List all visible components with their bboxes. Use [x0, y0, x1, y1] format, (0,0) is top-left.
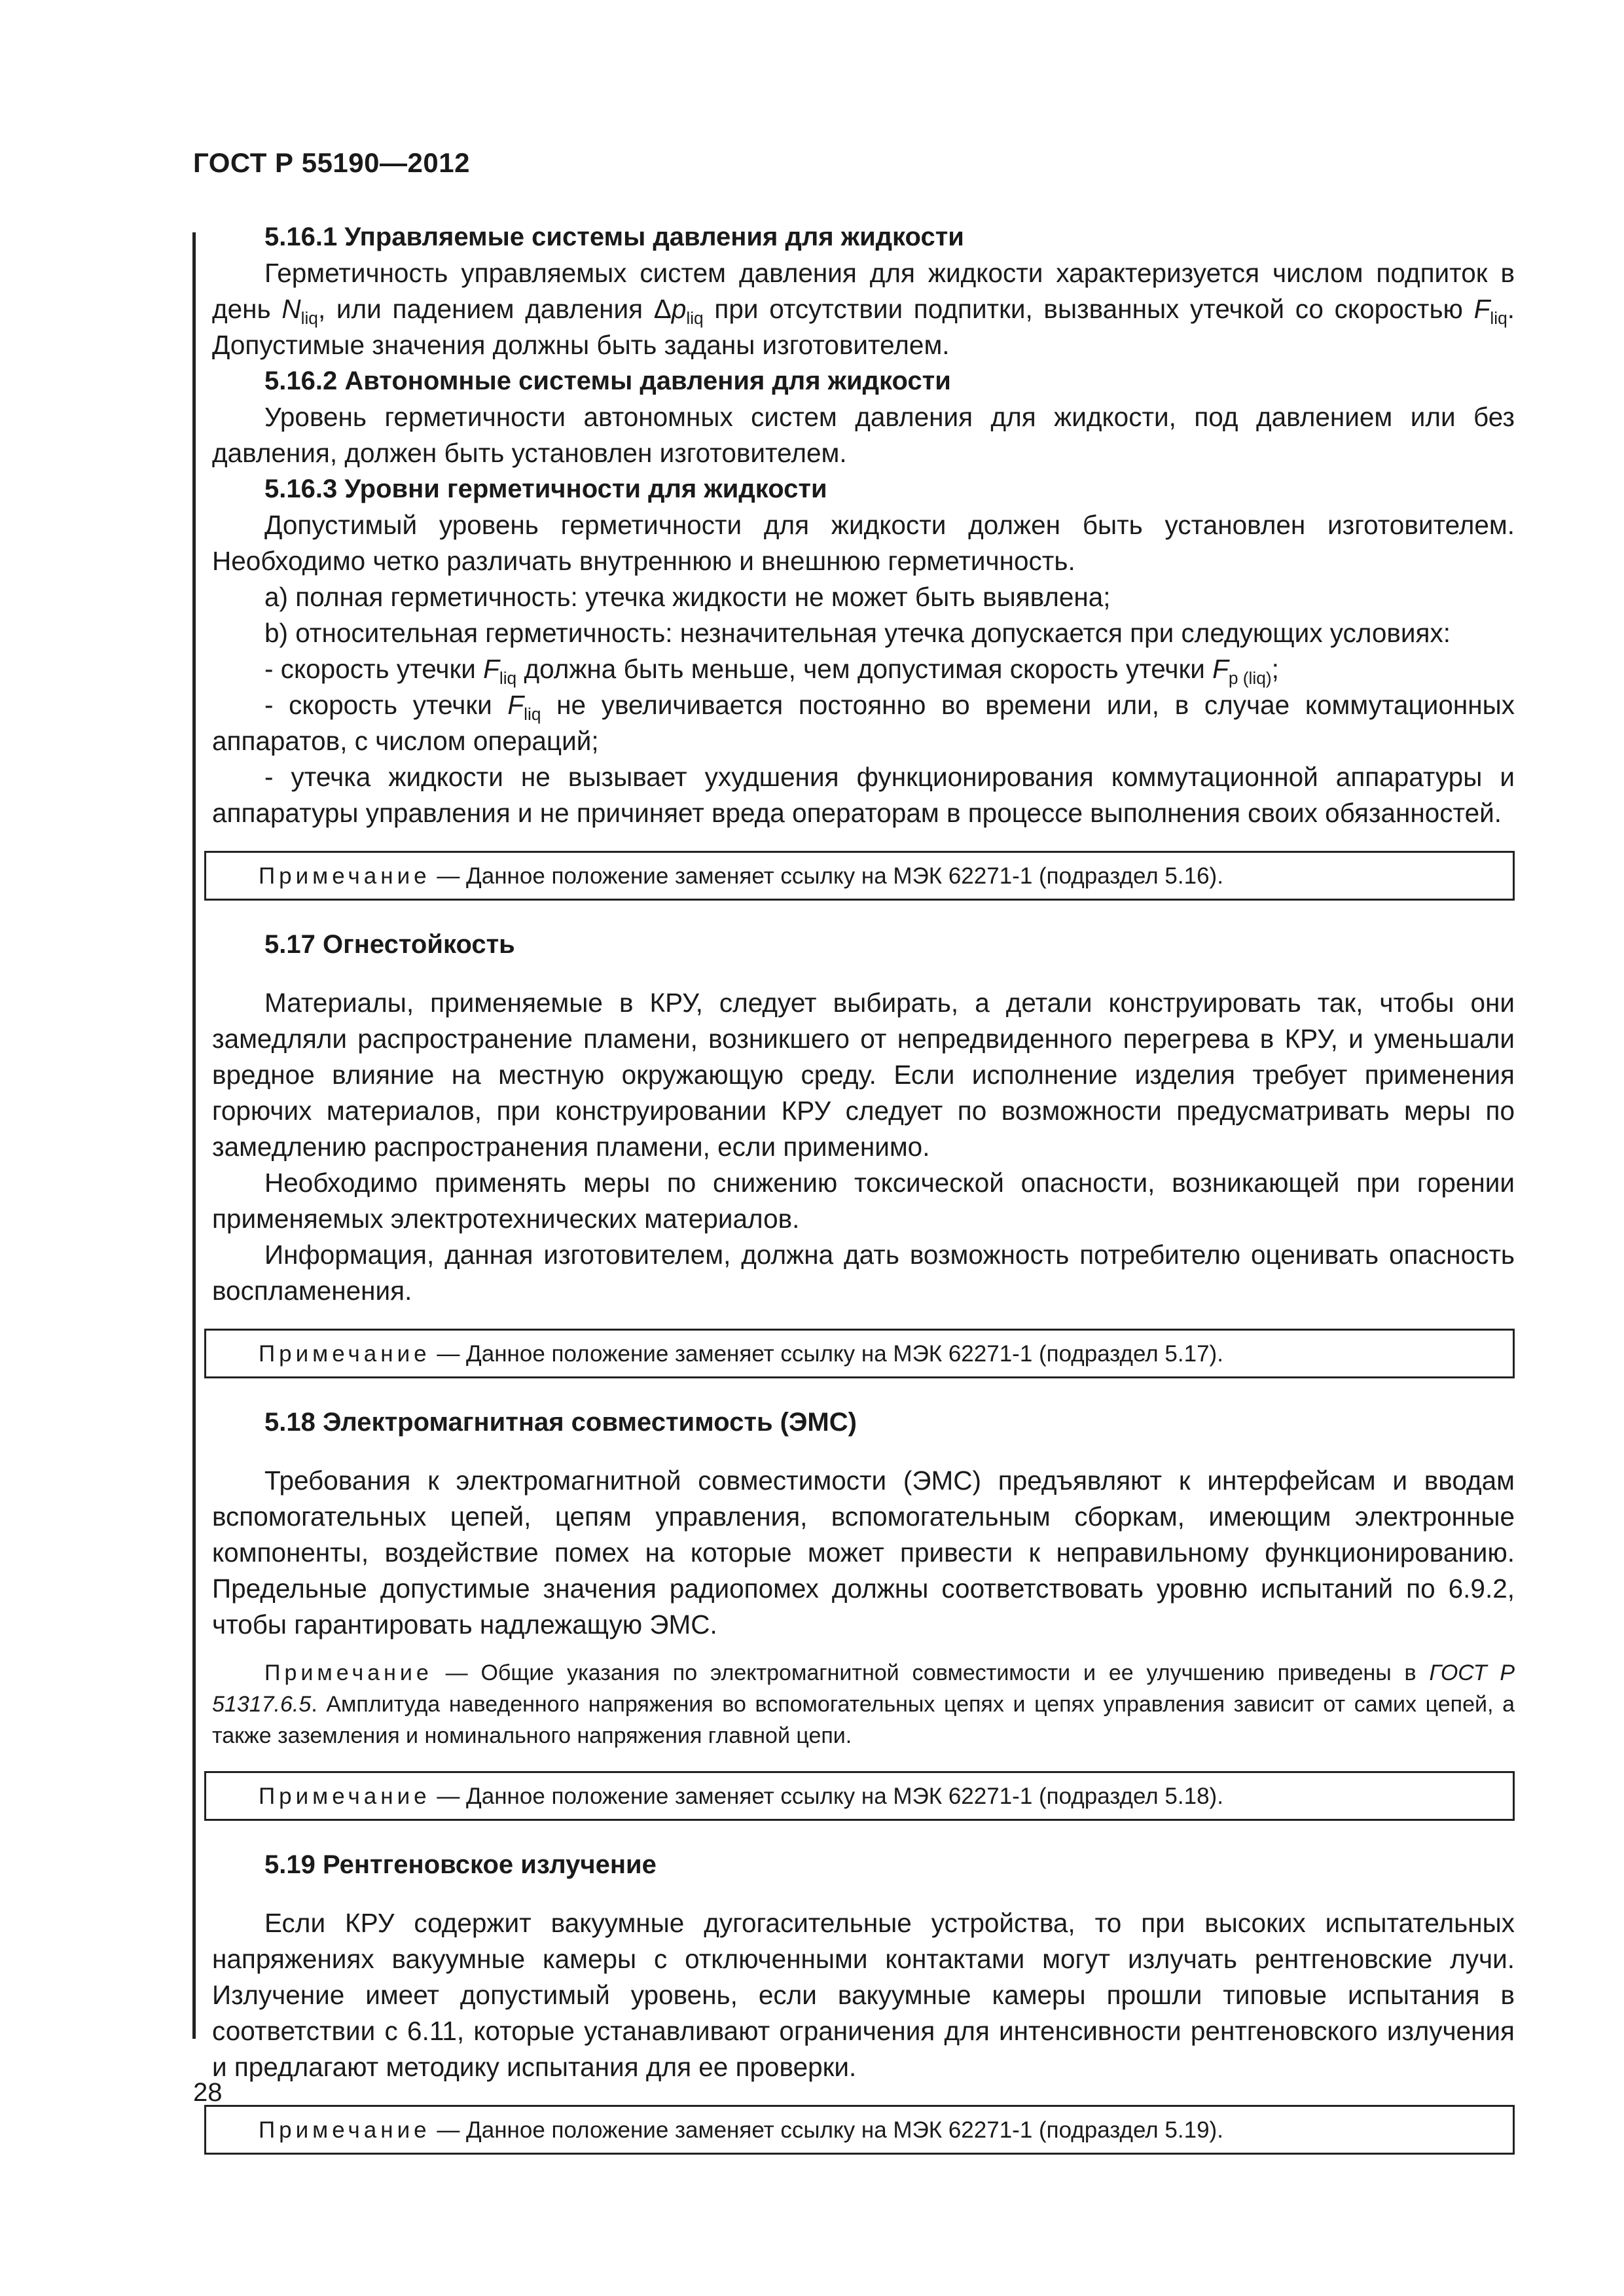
change-bar [192, 232, 196, 2039]
paragraph: Материалы, применяемые в КРУ, следует выбирать, а детали конструировать так, чтобы они замедляли распространение пламени, возникшего от непредвиденного перегрева в КРУ, и уменьшали вредное влияние на местную окружающую среду. Если исполнение изделия требует применения горючих материалов, при конструировании КРУ следует по возможности предусматривать меры по замедлению распространения пламени, если применимо. [212, 988, 1515, 1162]
list-item: - утечка жидкости не вызывает ухудшения функционирования коммутационной аппаратуры и аппаратуры управления и не причиняет вреда операторам в процессе выполнения своих обязанностей. [212, 762, 1515, 828]
paragraph: Требования к электромагнитной совместимости (ЭМС) предъявляют к интерфейсам и вводам вспомогательных цепей, цепям управления, вспомогательным сборкам, имеющим электронные компоненты, воздействие помех на которые может привести к неправильному функционированию. Предельные допустимые значения радиопомех должны соответствовать уровню испытаний по 6.9.2, чтобы гарантировать надлежащую ЭМС. [212, 1465, 1515, 1640]
paragraph: Допустимый уровень герметичности для жидкости должен быть установлен изготовителем. Необходимо четко различать внутреннюю и внешнюю герметичность. [212, 510, 1515, 576]
list-item: b) относительная герметичность: незначительная утечка допускается при следующих условиях: [264, 618, 1451, 648]
paragraph: Информация, данная изготовителем, должна дать возможность потребителю оценивать опасность воспламенения. [212, 1240, 1515, 1306]
note-box: Примечание — Данное положение заменяет ссылку на МЭК 62271-1 (подраздел 5.19). [204, 2105, 1515, 2155]
paragraph: Необходимо применять меры по снижению токсической опасности, возникающей при горении применяемых электротехнических материалов. [212, 1168, 1515, 1234]
note-box: Примечание — Данное положение заменяет ссылку на МЭК 62271-1 (подраздел 5.16). [204, 851, 1515, 901]
note-box: Примечание — Данное положение заменяет ссылку на МЭК 62271-1 (подраздел 5.18). [204, 1771, 1515, 1821]
section-title-5-17: 5.17 Огнестойкость [264, 930, 515, 959]
paragraph: Герметичность управляемых систем давления для жидкости характеризуется числом подпиток в день $N_{liq}$, или падением давления $\Delta p_{liq}$ при отсутствии подпитки, вызванных утечкой со скоростью $F_{liq}$. Допустимые значения должны быть заданы изготовителем. [212, 258, 1515, 360]
section-title-5-16-3: 5.16.3 Уровни герметичности для жидкости [264, 475, 827, 503]
section-title-5-18: 5.18 Электромагнитная совместимость (ЭМС) [264, 1408, 857, 1437]
section-title-5-16-1: 5.16.1 Управляемые системы давления для жидкости [264, 223, 964, 251]
paragraph: Если КРУ содержит вакуумные дугогасительные устройства, то при высоких испытательных напряжениях вакуумные камеры с отключенными контактами могут излучать рентгеновские лучи. Излучение имеет допустимый уровень, если вакуумные камеры прошли типовые испытания в соответствии с 6.11, которые устанавливают ограничения для интенсивности рентгеновского излучения и предлагают методику испытания для ее проверки. [212, 1908, 1515, 2082]
section-title-5-19: 5.19 Рентгеновское излучение [264, 1850, 657, 1879]
list-item: a) полная герметичность: утечка жидкости не может быть выявлена; [264, 582, 1111, 612]
page-content [212, 219, 1515, 2174]
paragraph: Уровень герметичности автономных систем давления для жидкости, под давлением или без давления, должен быть установлен изготовителем. [212, 402, 1515, 468]
page-number: 28 [193, 2078, 223, 2107]
list-item: - скорость утечки $F_{liq}$ должна быть меньше, чем допустимая скорость утечки $F_{p (liq)}$; [264, 654, 1279, 689]
note-paragraph: Примечание — Общие указания по электромагнитной совместимости и ее улучшению приведены в ГОСТ Р 51317.6.5. Амплитуда наведенного напряжения во вспомогательных цепях и цепях управления зависит от самих цепей, а также заземления и номинального напряжения главной цепи. [212, 1660, 1515, 1748]
document-header: ГОСТ Р 55190—2012 [193, 147, 470, 178]
list-item: - скорость утечки $F_{liq}$ не увеличивается постоянно во времени или, в случае коммутационных аппаратов, с числом операций; [212, 690, 1515, 756]
note-box: Примечание — Данное положение заменяет ссылку на МЭК 62271-1 (подраздел 5.17). [204, 1329, 1515, 1378]
section-title-5-16-2: 5.16.2 Автономные системы давления для жидкости [264, 367, 951, 395]
